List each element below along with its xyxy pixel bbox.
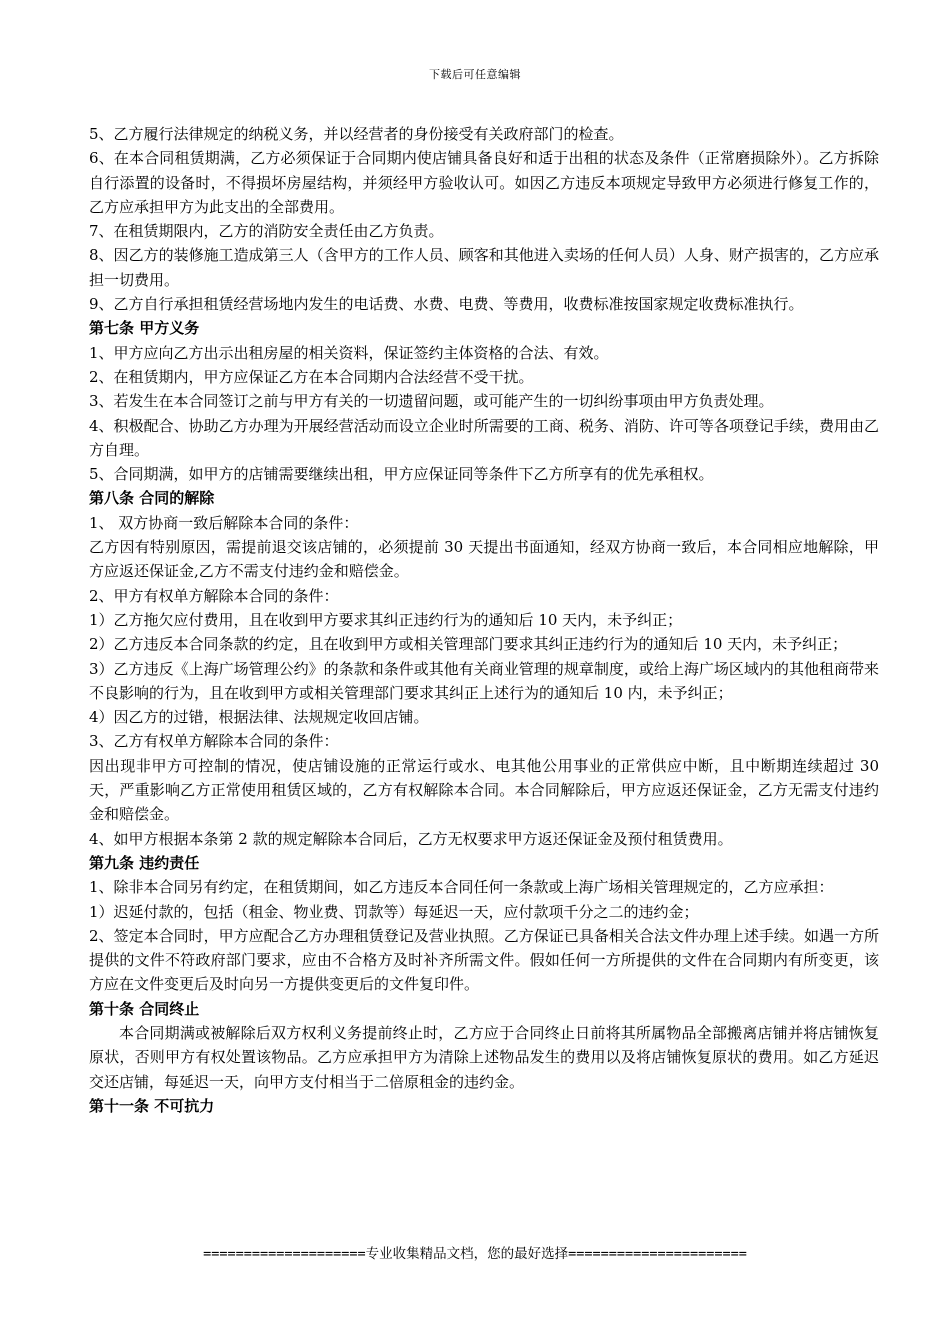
section-heading: 第十条 合同终止 xyxy=(89,999,200,1018)
paragraph: 1）乙方拖欠应付费用，且在收到甲方要求其纠正违约行为的通知后 10 天内，未予纠正； xyxy=(89,610,683,629)
paragraph: 9、乙方自行承担租赁经营场地内发生的电话费、水费、电费、等费用，收费标准按国家规定收费标准执行。 xyxy=(89,295,804,314)
paragraph: 1、甲方应向乙方出示出租房屋的相关资料，保证签约主体资格的合法、有效。 xyxy=(89,343,609,362)
section-heading: 第九条 违约责任 xyxy=(89,853,200,872)
paragraph: 2、在租赁期内，甲方应保证乙方在本合同期内合法经营不受干扰。 xyxy=(89,367,534,386)
paragraph: 4、积极配合、协助乙方办理为开展经营活动而设立企业时所需要的工商、税务、消防、许可等各项登记手续，费用由乙方自理。 xyxy=(89,416,879,459)
paragraph: 3、若发生在本合同签订之前与甲方有关的一切遗留问题，或可能产生的一切纠纷事项由甲方负责处理。 xyxy=(89,392,774,411)
paragraph: 2、甲方有权单方解除本合同的条件： xyxy=(89,586,339,605)
document-body xyxy=(89,122,879,1118)
paragraph: 5、合同期满，如甲方的店铺需要继续出租，甲方应保证同等条件下乙方所享有的优先承租权。 xyxy=(89,465,714,484)
section-heading: 第七条 甲方义务 xyxy=(89,319,200,338)
paragraph: 4）因乙方的过错，根据法律、法规规定收回店铺。 xyxy=(89,708,429,727)
paragraph: 1、除非本合同另有约定，在租赁期间，如乙方违反本合同任何一条款或上海广场相关管理规定的，乙方应承担： xyxy=(89,878,834,897)
paragraph: 本合同期满或被解除后双方权利义务提前终止时，乙方应于合同终止日前将其所属物品全部搬离店铺并将店铺恢复原状，否则甲方有权处置该物品。乙方应承担甲方为清除上述物品发生的费用以及将店铺恢复原状的费用。如乙方延迟交还店铺，每延迟一天，向甲方支付相当于二倍原租金的违约金。 xyxy=(89,1023,879,1091)
paragraph: 3、乙方有权单方解除本合同的条件： xyxy=(89,732,339,751)
paragraph: 因出现非甲方可控制的情况，使店铺设施的正常运行或水、电其他公用事业的正常供应中断，且中断期连续超过 30 天，严重影响乙方正常使用租赁区域的，乙方有权解除本合同。本合同解除后，甲方应返还保证金，乙方无需支付违约金和赔偿金。 xyxy=(89,756,879,824)
page-footer: ====================专业收集精品文档，您的最好选择====================== xyxy=(203,1246,747,1262)
paragraph: 1）迟延付款的，包括（租金、物业费、罚款等）每延迟一天，应付款项千分之二的违约金； xyxy=(89,902,699,921)
section-heading: 第八条 合同的解除 xyxy=(89,489,215,508)
paragraph: 6、在本合同租赁期满，乙方必须保证于合同期内使店铺具备良好和适于出租的状态及条件（正常磨损除外）。乙方拆除自行添置的设备时，不得损坏房屋结构，并须经甲方验收认可。如因乙方违反本项规定导致甲方必须进行修复工作的，乙方应承担甲方为此支出的全部费用。 xyxy=(89,149,879,216)
paragraph: 8、因乙方的装修施工造成第三人（含甲方的工作人员、顾客和其他进入卖场的任何人员）人身、财产损害的，乙方应承担一切费用。 xyxy=(89,246,879,289)
paragraph: 7、在租赁期限内，乙方的消防安全责任由乙方负责。 xyxy=(89,222,444,241)
page-header: 下载后可任意编辑 xyxy=(429,68,521,81)
paragraph: 1、 双方协商一致后解除本合同的条件： xyxy=(89,513,359,532)
paragraph: 3）乙方违反《上海广场管理公约》的条款和条件或其他有关商业管理的规章制度，或给上海广场区域内的其他租商带来不良影响的行为，且在收到甲方或相关管理部门要求其纠正上述行为的通知后 10 内，未予纠正； xyxy=(89,659,879,702)
paragraph: 4、如甲方根据本条第 2 款的规定解除本合同后，乙方无权要求甲方返还保证金及预付租赁费用。 xyxy=(89,829,733,848)
section-heading: 第十一条 不可抗力 xyxy=(89,1096,215,1115)
paragraph: 5、乙方履行法律规定的纳税义务，并以经营者的身份接受有关政府部门的检查。 xyxy=(89,125,624,143)
paragraph: 2）乙方违反本合同条款的约定，且在收到甲方或相关管理部门要求其纠正违约行为的通知后 10 天内，未予纠正； xyxy=(89,635,848,654)
paragraph: 乙方因有特别原因，需提前退交该店铺的，必须提前 30 天提出书面通知，经双方协商一致后，本合同相应地解除，甲方应返还保证金,乙方不需支付违约金和赔偿金。 xyxy=(89,538,879,581)
paragraph: 2、签定本合同时，甲方应配合乙方办理租赁登记及营业执照。乙方保证已具备相关合法文件办理上述手续。如遇一方所提供的文件不符政府部门要求，应由不合格方及时补齐所需文件。假如任何一方所提供的文件在合同期内有所变更，该方应在文件变更后及时向另一方提供变更后的文件复印件。 xyxy=(89,926,879,994)
